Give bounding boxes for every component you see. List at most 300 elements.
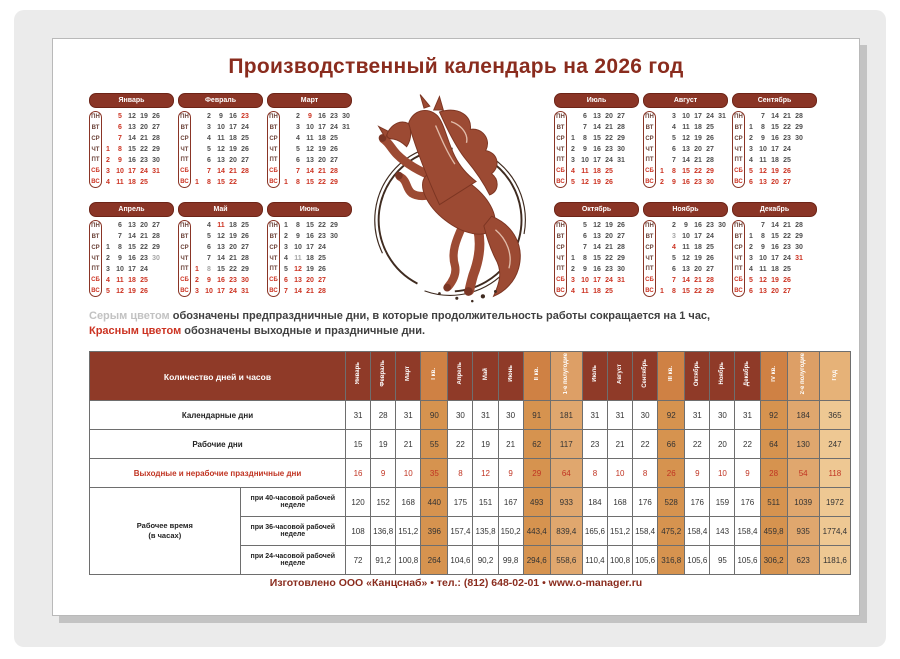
day-cell: 3 [672, 113, 676, 120]
weekday-label: ПТ [645, 157, 654, 164]
day-cell: 8 [207, 179, 211, 186]
day-cell: 7 [761, 113, 765, 120]
weekday-label: СБ [180, 167, 189, 174]
day-cell: 22 [229, 179, 237, 186]
value-cell: 176 [735, 488, 760, 517]
value-cell: 150,2 [498, 517, 523, 546]
value-cell: 95 [710, 546, 735, 575]
day-cell: 18 [771, 266, 779, 273]
day-cell: 8 [583, 255, 587, 262]
value-cell: 143 [710, 517, 735, 546]
day-cell: 29 [152, 146, 160, 153]
month-block [643, 93, 728, 188]
day-cell: 26 [140, 288, 148, 295]
value-cell: 839,4 [550, 517, 582, 546]
day-cell: 3 [106, 168, 110, 175]
day-cell: 22 [229, 266, 237, 273]
weekday-label: ВС [645, 178, 654, 185]
day-cell: 14 [682, 157, 690, 164]
day-cell: 22 [605, 135, 613, 142]
day-cell: 7 [761, 222, 765, 229]
value-cell: 15 [346, 430, 371, 459]
day-cell: 1 [660, 288, 664, 295]
value-cell: 30 [633, 401, 658, 430]
day-cell: 1 [571, 255, 575, 262]
day-cell: 8 [296, 179, 300, 186]
weekday-label: ВТ [645, 234, 654, 241]
legend-grey-term: Серым цветом [89, 310, 170, 322]
value-cell: 181 [550, 401, 582, 430]
day-cell: 17 [306, 244, 314, 251]
day-cell: 13 [759, 179, 767, 186]
day-cell: 14 [306, 168, 314, 175]
day-cell: 22 [318, 179, 326, 186]
weekday-label: ЧТ [734, 255, 743, 262]
day-cell: 8 [296, 222, 300, 229]
day-cell: 26 [617, 222, 625, 229]
day-cell: 17 [771, 255, 779, 262]
day-cell: 17 [593, 157, 601, 164]
value-cell: 91,2 [371, 546, 396, 575]
day-cell: 11 [581, 168, 589, 175]
day-cell: 21 [140, 135, 148, 142]
day-cell: 31 [617, 277, 625, 284]
day-cell: 4 [672, 244, 676, 251]
value-cell: 100,8 [607, 546, 632, 575]
day-cell: 14 [682, 277, 690, 284]
day-cell: 21 [694, 157, 702, 164]
value-cell: 176 [685, 488, 710, 517]
day-cell: 20 [229, 244, 237, 251]
day-cell: 15 [128, 146, 136, 153]
day-cell: 4 [296, 135, 300, 142]
day-cell: 29 [330, 222, 338, 229]
day-cell: 12 [128, 113, 136, 120]
day-cell: 11 [581, 288, 589, 295]
day-cell: 16 [128, 255, 136, 262]
day-cell: 11 [217, 222, 225, 229]
day-cell: 25 [605, 288, 613, 295]
value-cell: 316,8 [658, 546, 685, 575]
weekday-label: ВТ [180, 234, 189, 241]
day-cell: 9 [308, 113, 312, 120]
day-cell: 24 [241, 124, 249, 131]
table-row [90, 401, 851, 430]
weekday-label: СБ [269, 276, 278, 283]
day-cell: 22 [783, 233, 791, 240]
day-cell: 4 [749, 266, 753, 273]
day-cell: 24 [140, 266, 148, 273]
day-cell: 16 [771, 135, 779, 142]
day-cell: 16 [318, 113, 326, 120]
day-cell: 22 [140, 244, 148, 251]
day-cell: 25 [605, 168, 613, 175]
column-header-month: Май [473, 352, 498, 401]
day-cell: 22 [694, 288, 702, 295]
day-cell: 9 [219, 113, 223, 120]
month-header: Август [643, 93, 728, 108]
weekday-label: ВС [91, 178, 100, 185]
month-block [89, 93, 174, 188]
day-cell: 18 [318, 135, 326, 142]
value-cell: 158,4 [735, 517, 760, 546]
day-cell: 14 [128, 233, 136, 240]
weekday-label: СБ [180, 276, 189, 283]
weekday-label: СР [645, 244, 654, 251]
value-cell: 1181,6 [819, 546, 850, 575]
month-header: Июль [554, 93, 639, 108]
month-header: Январь [89, 93, 174, 108]
value-cell: 19 [473, 430, 498, 459]
month-block [178, 202, 263, 297]
day-cell: 10 [682, 233, 690, 240]
day-cell: 7 [118, 233, 122, 240]
day-cell: 26 [783, 277, 791, 284]
column-header-month: Апрель [448, 352, 473, 401]
grey-mat-background [14, 10, 886, 647]
day-cell: 11 [682, 244, 690, 251]
day-cell: 5 [571, 179, 575, 186]
weekday-column [732, 111, 745, 188]
month-header: Декабрь [732, 202, 817, 217]
horse-icon [345, 83, 559, 305]
value-cell: 168 [607, 488, 632, 517]
weekday-label: ВС [556, 287, 565, 294]
page-title: Производственный календарь на 2026 год [228, 55, 684, 78]
day-cell: 28 [318, 288, 326, 295]
day-cell: 21 [140, 233, 148, 240]
day-cell: 16 [694, 222, 702, 229]
month-header: Сентябрь [732, 93, 817, 108]
day-cell: 4 [106, 277, 110, 284]
value-cell: 16 [346, 459, 371, 488]
day-cell: 8 [672, 168, 676, 175]
day-cell: 23 [318, 233, 326, 240]
day-cell: 25 [706, 124, 714, 131]
day-cell: 14 [294, 288, 302, 295]
day-cell: 19 [771, 277, 779, 284]
day-grid [745, 111, 817, 188]
value-cell: 110,4 [582, 546, 607, 575]
day-cell: 14 [217, 255, 225, 262]
weekday-label: ВТ [91, 125, 100, 132]
day-cell: 4 [749, 157, 753, 164]
month-header: Апрель [89, 202, 174, 217]
weekday-label: СБ [556, 276, 565, 283]
day-cell: 13 [593, 113, 601, 120]
day-cell: 16 [593, 146, 601, 153]
day-cell: 15 [682, 168, 690, 175]
day-cell: 24 [318, 244, 326, 251]
day-cell: 31 [342, 124, 350, 131]
day-cell: 23 [140, 157, 148, 164]
day-cell: 12 [306, 146, 314, 153]
day-cell: 30 [241, 277, 249, 284]
day-cell: 24 [706, 233, 714, 240]
table-row [90, 488, 851, 517]
day-cell: 17 [128, 168, 136, 175]
weekday-column [732, 220, 745, 297]
weekday-label: СР [180, 135, 189, 142]
day-cell: 13 [294, 277, 302, 284]
day-cell: 27 [706, 266, 714, 273]
day-cell: 27 [318, 277, 326, 284]
day-cell: 28 [330, 168, 338, 175]
summary-table [89, 351, 851, 575]
weekday-label: ПТ [269, 266, 278, 273]
table-header-row [90, 352, 851, 401]
day-cell: 15 [217, 266, 225, 273]
day-cell: 26 [152, 113, 160, 120]
value-cell: 22 [633, 430, 658, 459]
value-cell: 623 [787, 546, 819, 575]
value-cell: 10 [396, 459, 421, 488]
weekday-label: СР [269, 135, 278, 142]
weekday-label: ПТ [180, 157, 189, 164]
day-cell: 8 [583, 135, 587, 142]
weekday-label: ПН [645, 223, 654, 230]
day-cell: 19 [306, 266, 314, 273]
day-cell: 17 [694, 113, 702, 120]
value-cell: 22 [448, 430, 473, 459]
day-cell: 3 [296, 124, 300, 131]
month-grid-left [89, 93, 352, 297]
day-cell: 15 [682, 288, 690, 295]
value-cell: 176 [633, 488, 658, 517]
day-cell: 6 [672, 266, 676, 273]
day-cell: 12 [581, 179, 589, 186]
day-cell: 10 [581, 277, 589, 284]
day-cell: 24 [605, 277, 613, 284]
day-grid [656, 220, 728, 297]
day-cell: 8 [118, 146, 122, 153]
day-cell: 3 [749, 146, 753, 153]
day-cell: 22 [140, 146, 148, 153]
value-cell: 151,2 [396, 517, 421, 546]
value-cell: 55 [421, 430, 448, 459]
day-cell: 5 [106, 288, 110, 295]
day-cell: 4 [571, 288, 575, 295]
day-cell: 20 [605, 113, 613, 120]
value-cell: 130 [787, 430, 819, 459]
value-cell: 31 [346, 401, 371, 430]
weekday-label: ПТ [556, 157, 565, 164]
table-corner-header: Количество дней и часов [90, 352, 346, 401]
day-cell: 7 [672, 277, 676, 284]
day-cell: 30 [718, 222, 726, 229]
weekday-label: ВТ [269, 234, 278, 241]
day-cell: 5 [296, 146, 300, 153]
weekday-label: ВС [91, 287, 100, 294]
day-cell: 8 [761, 124, 765, 131]
day-cell: 2 [749, 244, 753, 251]
weekday-label: ПН [734, 223, 743, 230]
weekday-label: СБ [556, 167, 565, 174]
month-header: Июнь [267, 202, 352, 217]
day-cell: 25 [140, 179, 148, 186]
value-cell: 443,4 [523, 517, 550, 546]
weekday-label: ЧТ [645, 146, 654, 153]
value-cell: 64 [550, 459, 582, 488]
day-cell: 27 [706, 146, 714, 153]
weekday-label: СР [734, 244, 743, 251]
day-cell: 1 [284, 179, 288, 186]
day-cell: 20 [771, 179, 779, 186]
day-cell: 29 [706, 168, 714, 175]
value-cell: 8 [448, 459, 473, 488]
day-cell: 24 [706, 113, 714, 120]
day-cell: 19 [229, 146, 237, 153]
day-cell: 10 [205, 288, 213, 295]
day-cell: 11 [294, 255, 302, 262]
value-cell: 167 [498, 488, 523, 517]
day-cell: 1 [195, 266, 199, 273]
day-cell: 7 [207, 255, 211, 262]
day-cell: 3 [672, 233, 676, 240]
table-row [90, 430, 851, 459]
weekday-label: ВТ [556, 125, 565, 132]
month-header: Октябрь [554, 202, 639, 217]
day-cell: 2 [207, 113, 211, 120]
day-cell: 29 [241, 266, 249, 273]
day-cell: 18 [771, 157, 779, 164]
day-cell: 27 [152, 222, 160, 229]
day-cell: 5 [284, 266, 288, 273]
day-cell: 16 [682, 179, 690, 186]
day-cell: 20 [771, 288, 779, 295]
day-cell: 31 [795, 255, 803, 262]
day-cell: 26 [706, 255, 714, 262]
value-cell: 935 [787, 517, 819, 546]
day-cell: 2 [571, 266, 575, 273]
value-cell: 108 [346, 517, 371, 546]
day-cell: 1 [284, 222, 288, 229]
column-header-quarter: III кв. [658, 352, 685, 401]
weekday-label: ВС [734, 287, 743, 294]
value-cell: 135,8 [473, 517, 498, 546]
day-cell: 16 [306, 233, 314, 240]
weekday-label: СБ [91, 276, 100, 283]
value-cell: 105,6 [735, 546, 760, 575]
day-cell: 8 [118, 244, 122, 251]
weekday-label: ВС [556, 178, 565, 185]
value-cell: 104,6 [448, 546, 473, 575]
table-row [90, 459, 851, 488]
day-cell: 23 [706, 222, 714, 229]
weekday-label: ЧТ [180, 146, 189, 153]
value-cell: 151,2 [607, 517, 632, 546]
weekday-label: ЧТ [269, 255, 278, 262]
day-cell: 28 [617, 124, 625, 131]
day-cell: 28 [795, 113, 803, 120]
value-cell: 1972 [819, 488, 850, 517]
day-cell: 7 [583, 244, 587, 251]
day-cell: 14 [593, 244, 601, 251]
value-cell: 22 [685, 430, 710, 459]
row-sublabel: при 24-часовой рабочей неделе [240, 546, 345, 575]
day-cell: 23 [330, 113, 338, 120]
day-cell: 9 [761, 135, 765, 142]
day-cell: 13 [682, 266, 690, 273]
day-cell: 6 [207, 244, 211, 251]
value-cell: 365 [819, 401, 850, 430]
production-calendar-sheet [52, 38, 860, 616]
day-cell: 20 [694, 146, 702, 153]
day-cell: 26 [241, 233, 249, 240]
day-cell: 19 [694, 135, 702, 142]
day-cell: 24 [330, 124, 338, 131]
weekday-label: СР [556, 135, 565, 142]
value-cell: 9 [371, 459, 396, 488]
day-cell: 5 [749, 168, 753, 175]
weekday-label: ЧТ [734, 146, 743, 153]
day-cell: 4 [207, 135, 211, 142]
day-cell: 19 [140, 113, 148, 120]
value-cell: 19 [371, 430, 396, 459]
day-grid [745, 220, 817, 297]
day-cell: 10 [759, 255, 767, 262]
day-cell: 11 [759, 157, 767, 164]
day-cell: 7 [583, 124, 587, 131]
column-header-month: Октябрь [685, 352, 710, 401]
day-cell: 12 [682, 255, 690, 262]
day-cell: 15 [593, 135, 601, 142]
value-cell: 31 [685, 401, 710, 430]
day-cell: 10 [217, 124, 225, 131]
day-cell: 21 [694, 277, 702, 284]
day-cell: 30 [617, 266, 625, 273]
value-cell: 31 [582, 401, 607, 430]
weekday-label: ВТ [180, 125, 189, 132]
day-cell: 13 [128, 124, 136, 131]
legend-grey-text: обозначены предпраздничные дни, в которые продолжительность работы сокращается на 1 час, [169, 310, 711, 322]
value-cell: 31 [735, 401, 760, 430]
value-cell: 92 [658, 401, 685, 430]
day-cell: 27 [617, 233, 625, 240]
weekday-label: ПН [645, 114, 654, 121]
value-cell: 30 [448, 401, 473, 430]
day-cell: 6 [583, 113, 587, 120]
day-cell: 30 [152, 255, 160, 262]
day-cell: 15 [306, 179, 314, 186]
day-cell: 1 [106, 244, 110, 251]
day-cell: 21 [229, 168, 237, 175]
day-cell: 18 [306, 255, 314, 262]
day-cell: 27 [783, 288, 791, 295]
day-cell: 19 [128, 288, 136, 295]
value-cell: 157,4 [448, 517, 473, 546]
value-cell: 165,6 [582, 517, 607, 546]
value-cell: 136,8 [371, 517, 396, 546]
value-cell: 31 [396, 401, 421, 430]
day-cell: 2 [571, 146, 575, 153]
weekday-label: ВС [734, 178, 743, 185]
day-cell: 21 [783, 222, 791, 229]
day-cell: 15 [771, 233, 779, 240]
value-cell: 21 [396, 430, 421, 459]
day-cell: 18 [229, 222, 237, 229]
footer-text: Изготовлено ООО «Канцснаб» • тел.: (812) 648-02-01 • www.o-manager.ru [269, 577, 643, 589]
legend [89, 309, 829, 339]
day-grid [567, 220, 639, 297]
month-block [178, 93, 263, 188]
day-cell: 21 [783, 113, 791, 120]
day-cell: 1 [749, 233, 753, 240]
day-cell: 10 [581, 157, 589, 164]
weekday-label: ПН [734, 114, 743, 121]
row-sublabel: при 36-часовой рабочей неделе [240, 517, 345, 546]
day-cell: 6 [749, 288, 753, 295]
